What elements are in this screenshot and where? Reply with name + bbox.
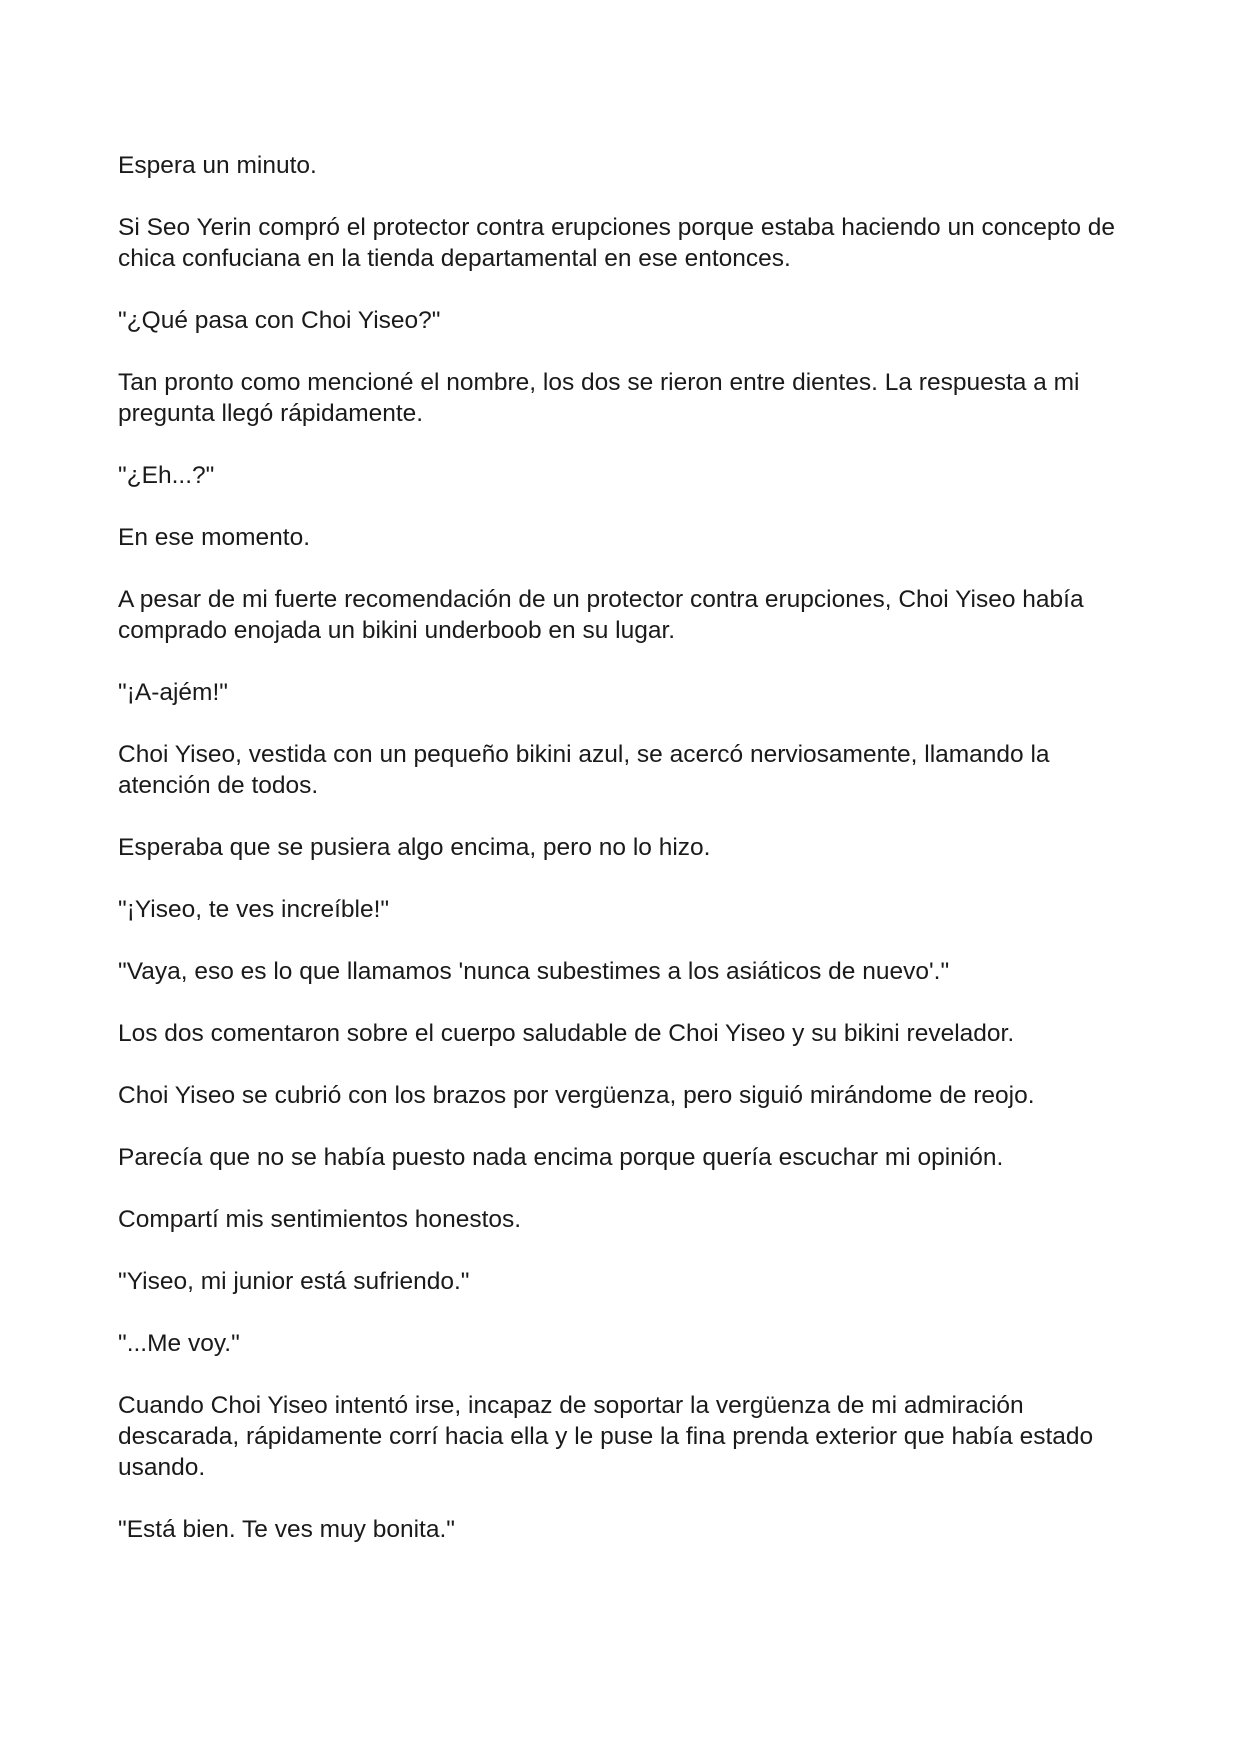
paragraph: Parecía que no se había puesto nada encima porque quería escuchar mi opinión. (118, 1144, 1004, 1171)
paragraph: "Está bien. Te ves muy bonita." (118, 1516, 455, 1543)
paragraph: Compartí mis sentimientos honestos. (118, 1206, 522, 1233)
paragraph: Espera un minuto. (118, 152, 317, 179)
paragraph: "¿Qué pasa con Choi Yiseo?" (118, 307, 441, 334)
paragraph: A pesar de mi fuerte recomendación de un protector contra erupciones, Choi Yiseo había comprado enojada un bikini underboob en su lugar. (118, 586, 1084, 644)
paragraph: "Yiseo, mi junior está sufriendo." (118, 1268, 470, 1295)
paragraph: "¡A-ajém!" (118, 679, 228, 706)
paragraph: "¿Eh...?" (118, 462, 215, 489)
paragraph: Cuando Choi Yiseo intentó irse, incapaz de soportar la vergüenza de mi admiración descarada, rápidamente corrí hacia ella y le puse la fina prenda exterior que había estado usando. (118, 1392, 1094, 1481)
paragraph: Choi Yiseo se cubrió con los brazos por vergüenza, pero siguió mirándome de reojo. (118, 1082, 1035, 1109)
paragraph: "Vaya, eso es lo que llamamos 'nunca subestimes a los asiáticos de nuevo'." (118, 958, 950, 985)
paragraph: Si Seo Yerin compró el protector contra erupciones porque estaba haciendo un concepto de chica confuciana en la tienda departamental en ese entonces. (118, 214, 1115, 272)
document-body (118, 150, 1138, 1576)
paragraph: En ese momento. (118, 524, 311, 551)
paragraph: Los dos comentaron sobre el cuerpo saludable de Choi Yiseo y su bikini revelador. (118, 1020, 1015, 1047)
paragraph: "...Me voy." (118, 1330, 240, 1357)
paragraph: "¡Yiseo, te ves increíble!" (118, 896, 390, 923)
paragraph: Tan pronto como mencioné el nombre, los dos se rieron entre dientes. La respuesta a mi pregunta llegó rápidamente. (118, 369, 1080, 427)
paragraph: Choi Yiseo, vestida con un pequeño bikini azul, se acercó nerviosamente, llamando la atención de todos. (118, 741, 1050, 799)
paragraph: Esperaba que se pusiera algo encima, pero no lo hizo. (118, 834, 711, 861)
